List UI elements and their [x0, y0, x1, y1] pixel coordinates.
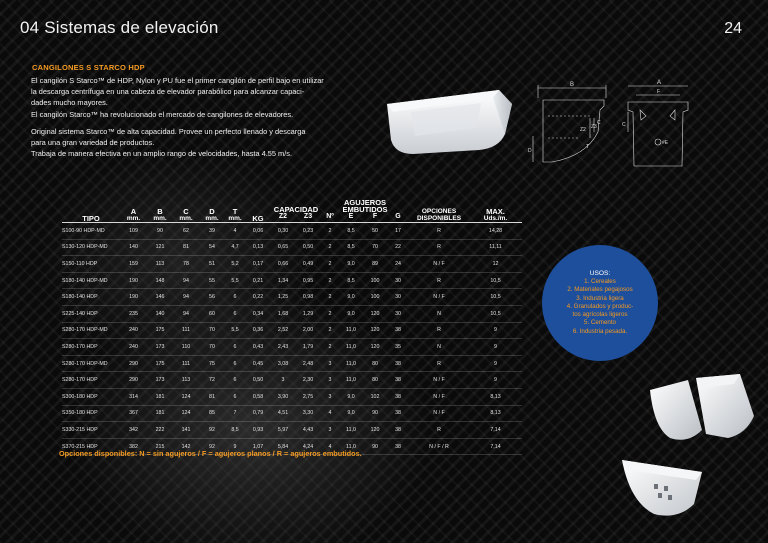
table-cell: R	[409, 355, 469, 372]
header-agujeros: AGUJEROS EMBUTIDOS	[342, 198, 388, 214]
table-cell: 2	[321, 305, 339, 322]
table-cell: 9,0	[339, 289, 363, 306]
table-cell: 1,07	[245, 438, 271, 455]
section-title: CANGILONES S STARCO HDP	[32, 63, 145, 72]
table-cell: 2	[321, 256, 339, 273]
table-cell: 2	[321, 289, 339, 306]
table-row	[62, 305, 522, 322]
table-cell: 6	[225, 305, 245, 322]
table-cell: 9,0	[339, 388, 363, 405]
table-cell: 4,24	[295, 438, 321, 455]
table-cell: 9,0	[339, 256, 363, 273]
table-cell: 290	[120, 355, 147, 372]
table-cell: 0,13	[245, 239, 271, 256]
table-cell: 38	[387, 322, 409, 339]
table-cell: 240	[120, 322, 147, 339]
table-cell: 290	[120, 372, 147, 389]
table-cell: 78	[173, 256, 199, 273]
table-cell: 0,06	[245, 223, 271, 240]
table-cell: 2	[321, 239, 339, 256]
table-cell: R	[409, 422, 469, 439]
table-cell: 22	[387, 239, 409, 256]
usos-item: tos agrícolas ligeros	[572, 311, 628, 319]
table-cell: 367	[120, 405, 147, 422]
table-cell: 3	[321, 372, 339, 389]
header-n: Nº	[326, 213, 334, 220]
header-tipo: TIPO	[82, 214, 100, 223]
table-cell: 0,66	[271, 256, 295, 273]
table-cell: 140	[147, 305, 173, 322]
header-z3: Z3	[303, 213, 313, 220]
table-cell: 0,23	[295, 223, 321, 240]
table-cell: 10,5	[469, 289, 522, 306]
table-cell: 0,49	[295, 256, 321, 273]
product-description	[31, 75, 371, 159]
header-c: C mm.	[179, 207, 193, 222]
label-f: F	[657, 89, 661, 95]
table-cell: 0,21	[245, 272, 271, 289]
table-cell: 0,98	[295, 289, 321, 306]
description-line: Trabaja de manera efectiva en un amplio rango de velocidades, hasta 4.55 m/s.	[31, 149, 293, 159]
table-row	[62, 223, 522, 240]
table-cell: 6	[225, 388, 245, 405]
table-cell: 148	[147, 272, 173, 289]
table-cell: 3	[271, 372, 295, 389]
table-cell: 142	[173, 438, 199, 455]
table-cell: S300-180 HDP	[62, 388, 120, 405]
table-cell: N / F	[409, 372, 469, 389]
table-cell: 120	[363, 305, 387, 322]
table-cell: 11,0	[339, 438, 363, 455]
table-cell: 90	[147, 223, 173, 240]
table-row	[62, 339, 522, 356]
table-cell: 9	[469, 372, 522, 389]
table-cell: 1,29	[295, 305, 321, 322]
table-cell: 0,30	[271, 223, 295, 240]
label-z3: Z3	[591, 124, 597, 130]
description-line: dades mucho mayores.	[31, 98, 108, 108]
table-cell: 0,34	[245, 305, 271, 322]
table-cell: 50	[363, 223, 387, 240]
table-cell: 1,79	[295, 339, 321, 356]
technical-drawing	[528, 76, 698, 178]
table-cell: 1,25	[271, 289, 295, 306]
table-cell: 2,48	[295, 355, 321, 372]
description-line: para una gran variedad de productos.	[31, 138, 155, 148]
usos-item: 6. Industria pesada.	[572, 327, 628, 335]
table-cell: 9	[469, 339, 522, 356]
description-line: la descarga centrífuga en una cabeza de elevador parabólico para alcanzar capaci-	[31, 87, 305, 97]
table-cell: 0,58	[245, 388, 271, 405]
table-cell: 9	[225, 438, 245, 455]
usos-item: 2. Materiales pegajosos	[567, 286, 633, 294]
table-cell: 62	[173, 223, 199, 240]
table-cell: 2,30	[295, 372, 321, 389]
table-cell: 2	[321, 322, 339, 339]
table-cell: 2	[321, 223, 339, 240]
table-cell: 0,93	[245, 422, 271, 439]
table-cell: 8,5	[339, 239, 363, 256]
table-cell: 0,50	[295, 239, 321, 256]
table-cell: 38	[387, 438, 409, 455]
table-cell: 92	[199, 438, 225, 455]
table-cell: 80	[363, 372, 387, 389]
table-cell: 190	[120, 289, 147, 306]
table-cell: 38	[387, 388, 409, 405]
table-cell: 10,5	[469, 305, 522, 322]
table-cell: 100	[363, 289, 387, 306]
table-cell: 190	[120, 272, 147, 289]
table-cell: 70	[363, 239, 387, 256]
table-cell: S180-140 HDP-MD	[62, 272, 120, 289]
table-cell: 38	[387, 422, 409, 439]
table-cell: 2,75	[295, 388, 321, 405]
header-g: G	[395, 213, 401, 220]
table-row	[62, 405, 522, 422]
table-cell: 94	[173, 289, 199, 306]
table-cell: 7,14	[469, 422, 522, 439]
table-cell: N / F	[409, 405, 469, 422]
table-cell: 314	[120, 388, 147, 405]
table-cell: 146	[147, 289, 173, 306]
table-cell: 4,51	[271, 405, 295, 422]
table-cell: 89	[363, 256, 387, 273]
table-cell: 7,14	[469, 438, 522, 455]
table-cell: 11,0	[339, 339, 363, 356]
label-a: A	[657, 80, 662, 86]
table-row	[62, 388, 522, 405]
table-cell: 3	[321, 422, 339, 439]
table-cell: 111	[173, 322, 199, 339]
page-title: 04 Sistemas de elevación	[20, 18, 219, 37]
table-cell: S350-180 HDP	[62, 405, 120, 422]
table-cell: 8,13	[469, 405, 522, 422]
header-b: B mm.	[153, 207, 167, 222]
table-cell: 382	[120, 438, 147, 455]
usos-title: USOS:	[589, 269, 611, 277]
table-cell: 0,36	[245, 322, 271, 339]
table-cell: 2,52	[271, 322, 295, 339]
table-cell: 11,11	[469, 239, 522, 256]
table-cell: N / F	[409, 388, 469, 405]
header-d: D mm.	[205, 207, 219, 222]
table-cell: 5,5	[225, 322, 245, 339]
table-cell: 38	[387, 372, 409, 389]
table-cell: R	[409, 239, 469, 256]
table-cell: 6	[225, 355, 245, 372]
label-t: T	[586, 144, 590, 150]
table-cell: 75	[199, 355, 225, 372]
usos-item: 4. Granulados y produc-	[566, 302, 634, 310]
table-cell: S280-170 HDP-MD	[62, 355, 120, 372]
table-cell: 17	[387, 223, 409, 240]
table-cell: 342	[120, 422, 147, 439]
table-cell: 5,84	[271, 438, 295, 455]
table-cell: 5,97	[271, 422, 295, 439]
table-cell: 222	[147, 422, 173, 439]
table-row	[62, 355, 522, 372]
header-max: MAX. Uds./m.	[483, 207, 508, 222]
table-cell: S280-170 HDP	[62, 339, 120, 356]
table-cell: 11,0	[339, 322, 363, 339]
table-cell: 110	[173, 339, 199, 356]
bucket-photo	[381, 82, 517, 157]
table-cell: 81	[173, 239, 199, 256]
table-cell: 11,0	[339, 372, 363, 389]
bucket-photo-holes	[618, 452, 708, 524]
description-line: El cangilón Starco™ ha revolucionado el mercado de cangilones de elevadores.	[31, 109, 294, 119]
table-cell: 81	[199, 388, 225, 405]
table-cell: 3,90	[271, 388, 295, 405]
table-cell: 24	[387, 256, 409, 273]
table-cell: R	[409, 322, 469, 339]
header-e: E	[348, 213, 354, 220]
header-f: F	[372, 213, 378, 220]
table-cell: 0,50	[245, 372, 271, 389]
table-cell: 12	[469, 256, 522, 273]
table-cell: 113	[147, 256, 173, 273]
table-cell: 124	[173, 405, 199, 422]
table-cell: 60	[199, 305, 225, 322]
table-cell: 9,0	[339, 305, 363, 322]
table-cell: 8,5	[339, 223, 363, 240]
table-cell: 113	[173, 372, 199, 389]
table-cell: 2	[321, 339, 339, 356]
label-c2: C	[622, 122, 626, 128]
table-cell: 6	[225, 289, 245, 306]
table-cell: 35	[387, 339, 409, 356]
table-cell: N	[409, 339, 469, 356]
label-z2: Z2	[580, 127, 586, 133]
table-cell: S280-170 HDP	[62, 372, 120, 389]
header-t: T mm.	[228, 207, 242, 222]
table-cell: S280-170 HDP-MD	[62, 322, 120, 339]
table-cell: S330-215 HDP	[62, 422, 120, 439]
table-cell: 8,5	[339, 272, 363, 289]
table-cell: 3,08	[271, 355, 295, 372]
table-cell: 6	[225, 372, 245, 389]
usos-item: 5. Cemento	[584, 319, 616, 327]
table-cell: R	[409, 272, 469, 289]
table-cell: S130-120 HDP-MD	[62, 239, 120, 256]
table-cell: 9,0	[339, 405, 363, 422]
table-cell: 39	[199, 223, 225, 240]
table-cell: 2	[321, 272, 339, 289]
table-cell: 85	[199, 405, 225, 422]
table-cell: 54	[199, 239, 225, 256]
table-cell: 240	[120, 339, 147, 356]
table-cell: 100	[363, 272, 387, 289]
table-cell: 30	[387, 272, 409, 289]
table-cell: 102	[363, 388, 387, 405]
header-capacidad: CAPACIDAD	[273, 205, 319, 214]
table-cell: 70	[199, 322, 225, 339]
table-cell: 14,28	[469, 223, 522, 240]
table-cell: 141	[173, 422, 199, 439]
usos-circle	[542, 245, 658, 361]
table-cell: 8,5	[225, 422, 245, 439]
table-cell: 56	[199, 289, 225, 306]
table-cell: 175	[147, 355, 173, 372]
table-cell: 111	[173, 355, 199, 372]
table-cell: 94	[173, 305, 199, 322]
table-cell: 90	[363, 405, 387, 422]
table-cell: 120	[363, 422, 387, 439]
table-cell: 159	[120, 256, 147, 273]
table-cell: R	[409, 223, 469, 240]
table-cell: 9	[469, 355, 522, 372]
table-row	[62, 256, 522, 273]
table-cell: 1,34	[271, 272, 295, 289]
table-cell: 3	[321, 355, 339, 372]
table-cell: S150-110 HDP	[62, 256, 120, 273]
table-cell: 2,00	[295, 322, 321, 339]
table-cell: 55	[199, 272, 225, 289]
table-cell: 215	[147, 438, 173, 455]
table-cell: 80	[363, 355, 387, 372]
table-cell: 140	[120, 239, 147, 256]
table-cell: 0,43	[245, 339, 271, 356]
table-cell: 70	[199, 339, 225, 356]
table-cell: 11,0	[339, 355, 363, 372]
table-cell: 5,5	[225, 272, 245, 289]
table-cell: 1,68	[271, 305, 295, 322]
label-d: D	[528, 148, 532, 154]
table-cell: N / F	[409, 256, 469, 273]
table-cell: S225-140 HDP	[62, 305, 120, 322]
usos-item: 1. Cereales	[584, 277, 616, 285]
table-cell: N / F	[409, 289, 469, 306]
table-cell: 181	[147, 405, 173, 422]
table-cell: 30	[387, 305, 409, 322]
header-a: A mm.	[126, 207, 141, 222]
table-cell: 120	[363, 339, 387, 356]
table-row	[62, 322, 522, 339]
table-cell: 7	[225, 405, 245, 422]
table-cell: 0,17	[245, 256, 271, 273]
table-row	[62, 272, 522, 289]
specifications-table	[62, 198, 508, 455]
table-cell: N / F / R	[409, 438, 469, 455]
table-cell: 9	[469, 322, 522, 339]
page-number: 24	[724, 20, 742, 37]
header-opciones: OPCIONES DISPONIBLES	[416, 208, 462, 222]
table-cell: 6	[225, 339, 245, 356]
table-cell: 51	[199, 256, 225, 273]
header-kg: KG	[252, 214, 264, 223]
table-cell: 0,45	[245, 355, 271, 372]
table-cell: 90	[363, 438, 387, 455]
table-cell: 235	[120, 305, 147, 322]
description-line: Original sistema Starco™ de alta capacidad. Provee un perfecto llenado y descarga	[31, 126, 306, 136]
table-cell: 11,0	[339, 422, 363, 439]
table-cell: 72	[199, 372, 225, 389]
table-cell: 4,7	[225, 239, 245, 256]
table-cell: N	[409, 305, 469, 322]
table-cell: S180-140 HDP	[62, 289, 120, 306]
table-cell: 181	[147, 388, 173, 405]
bucket-photo-pair	[648, 372, 758, 447]
table-cell: 4	[321, 405, 339, 422]
table-cell: 4,43	[295, 422, 321, 439]
table-row	[62, 372, 522, 389]
table-cell: 109	[120, 223, 147, 240]
label-c: C	[597, 120, 601, 126]
table-cell: 30	[387, 289, 409, 306]
table-cell: 4	[225, 223, 245, 240]
options-note: Opciones disponibles: N = sin agujeros / F = agujeros planos / R = agujeros embutidos.	[59, 449, 362, 458]
label-e: #E	[662, 140, 669, 146]
table-cell: 121	[147, 239, 173, 256]
table-cell: 38	[387, 355, 409, 372]
table-row	[62, 422, 522, 439]
table-cell: 175	[147, 322, 173, 339]
table-cell: S100-90 HDP-MD	[62, 223, 120, 240]
table-row	[62, 239, 522, 256]
table-cell: 3,30	[295, 405, 321, 422]
table-cell: 173	[147, 339, 173, 356]
table-cell: S370-215 HDP	[62, 438, 120, 455]
usos-item: 3. Industria ligera	[576, 294, 624, 302]
label-b: B	[570, 82, 575, 88]
table-cell: 0,79	[245, 405, 271, 422]
table-row	[62, 289, 522, 306]
header-z2: Z2	[278, 213, 288, 220]
table-cell: 173	[147, 372, 173, 389]
table-cell: 3	[321, 388, 339, 405]
table-cell: 94	[173, 272, 199, 289]
description-line: El cangilón S Starco™ de HDP, Nylon y PU fue el primer cangilón de perfil bajo en utilizar	[31, 76, 324, 85]
table-cell: 5,2	[225, 256, 245, 273]
table-cell: 124	[173, 388, 199, 405]
table-cell: 92	[199, 422, 225, 439]
table-cell: 10,5	[469, 272, 522, 289]
table-cell: 2,43	[271, 339, 295, 356]
table-cell: 0,95	[295, 272, 321, 289]
table-cell: 4	[321, 438, 339, 455]
table-cell: 120	[363, 322, 387, 339]
table-cell: 38	[387, 405, 409, 422]
table-cell: 0,65	[271, 239, 295, 256]
table-cell: 0,22	[245, 289, 271, 306]
table-cell: 8,13	[469, 388, 522, 405]
